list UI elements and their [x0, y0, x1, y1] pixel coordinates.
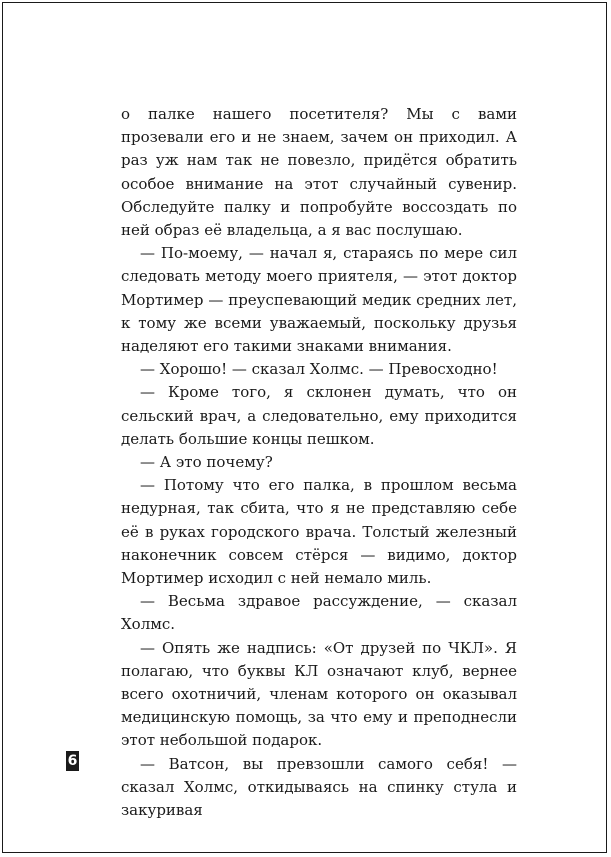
- body-text: [121, 103, 517, 822]
- paragraph: — По-моему, — начал я, стараясь по мере сил следовать методу моего приятеля, — этот доктор Мортимер — преуспевающий медик средних лет, к тому же всеми уважаемый, поскольку друзья наделяют его такими знаками внимания.: [121, 244, 517, 356]
- paragraph: — Весьма здравое рассуждение, — сказал Холмс.: [121, 592, 517, 634]
- page-number: 6: [67, 753, 78, 769]
- paragraph: — А это почему?: [140, 453, 273, 472]
- paragraph: — Хорошо! — сказал Холмс. — Превосходно!: [140, 360, 498, 379]
- book-page: [2, 2, 607, 853]
- paragraph: — Опять же надпись: «От друзей по ЧКЛ». Я полагаю, что буквы КЛ означают клуб, вернее всего охотничий, членам которого он оказывал медицинскую помощь, за что ему и преподнесли этот небольшой подарок.: [121, 638, 517, 750]
- paragraph: — Ватсон, вы превзошли самого себя! — сказал Холмс, откидываясь на спинку стула и закуривая: [121, 754, 517, 820]
- paragraph: — Потому что его палка, в прошлом весьма недурная, так сбита, что я не представляю себе её в руках городского врача. Толстый железный наконечник совсем стёрся — видимо, доктор Мортимер исходил с ней немало миль.: [121, 476, 517, 588]
- paragraph: — Кроме того, я склонен думать, что он сельский врач, а следовательно, ему приходится делать большие концы пешком.: [121, 383, 517, 448]
- paragraph: о палке нашего посетителя? Мы с вами прозевали его и не знаем, зачем он приходил. А раз уж нам так не повезло, придётся обратить особое внимание на этот случайный сувенир. Обследуйте палку и попробуйте воссоздать по ней образ её владельца, а я вас послушаю.: [121, 105, 517, 240]
